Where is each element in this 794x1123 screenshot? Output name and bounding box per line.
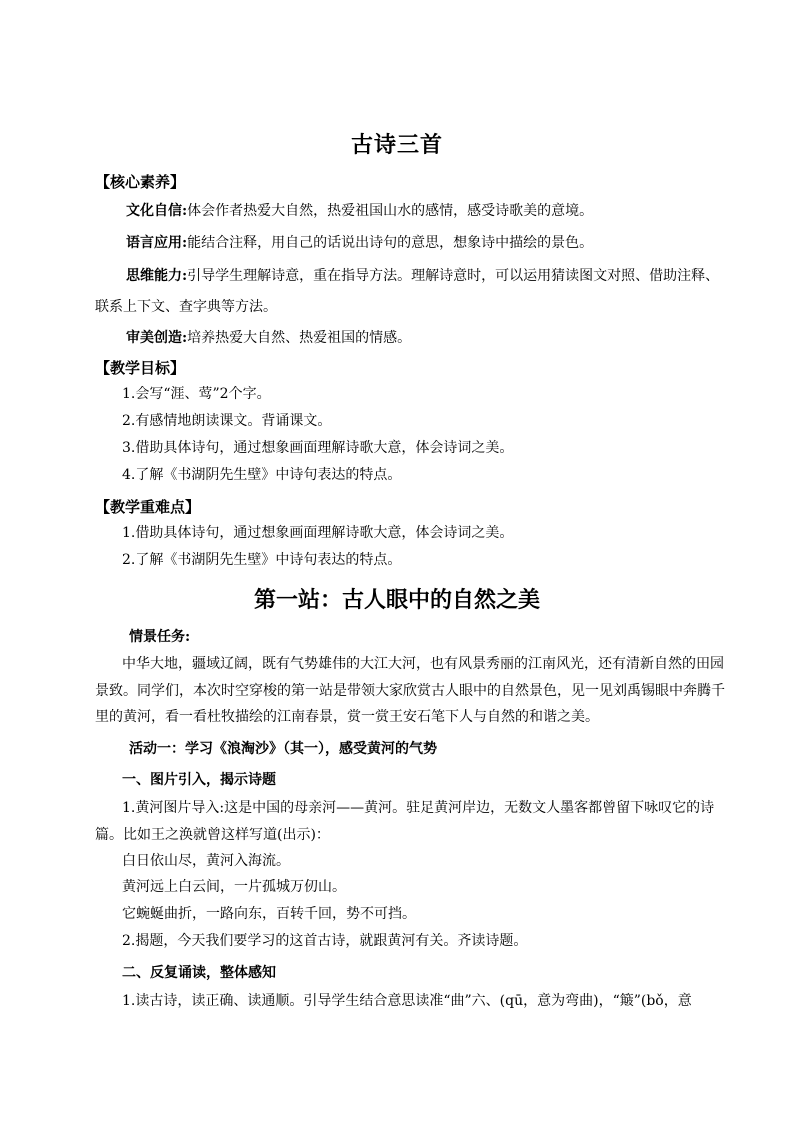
part1-line: 2.揭题，今天我们要学习的这首古诗，就跟黄河有关。齐读诗题。 (122, 933, 528, 949)
aesthetic-line (126, 328, 411, 348)
thinking-text-1: 引导学生理解诗意，重在指导方法。理解诗意时，可以运用猜读图文对照、借助注释、 (187, 268, 720, 284)
culture-label: 文化自信: (126, 203, 188, 219)
language-line (126, 233, 593, 253)
aesthetic-label: 审美创造: (126, 330, 188, 346)
core-literacy-heading: 【核心素养】 (95, 173, 186, 191)
part1-heading: 一、图片引入，揭示诗题 (122, 772, 276, 788)
culture-line (126, 201, 593, 221)
part2-line: 1.读古诗，读正确、读通顺。引导学生结合意思读准“曲”六、(qū，意为弯曲)，“簸”(bǒ，意 (122, 993, 692, 1009)
goal-item: 1.会写“涯、莺”2个字。 (122, 386, 271, 402)
language-text: 能结合注释，用自己的话说出诗句的意思，想象诗中描绘的景色。 (187, 235, 594, 251)
goal-item: 3.借助具体诗句，通过想象画面理解诗歌大意，体会诗词之美。 (122, 440, 514, 456)
key-point-item: 1.借助具体诗句，通过想象画面理解诗歌大意，体会诗词之美。 (122, 525, 514, 541)
thinking-label: 思维能力: (126, 268, 188, 284)
thinking-line-1 (126, 266, 719, 286)
task-line: 里的黄河，看一看杜牧描绘的江南春景，赏一赏王安石笔下人与自然的和谐之美。 (95, 709, 599, 725)
culture-text: 体会作者热爱大自然，热爱祖国山水的感情，感受诗歌美的意境。 (187, 203, 594, 219)
teaching-goals-heading: 【教学目标】 (95, 359, 186, 377)
task-line: 中华大地，疆域辽阔，既有气势雄伟的大江大河，也有风景秀丽的江南风光，还有清新自然的田园 (122, 656, 724, 672)
poem-line: 黄河远上白云间，一片孤城万仞山。 (122, 879, 346, 895)
language-label: 语言应用: (126, 235, 188, 251)
station-title: 第一站：古人眼中的自然之美 (253, 587, 540, 613)
part1-line: 1.黄河图片导入:这是中国的母亲河——黄河。驻足黄河岸边，无数文人墨客都曾留下咏叹它的诗 (122, 800, 715, 816)
poem-line: 白日依山尽，黄河入海流。 (122, 853, 290, 869)
poem-line: 它蜿蜒曲折，一路向东，百转千回，势不可挡。 (122, 906, 416, 922)
key-point-item: 2.了解《书湖阴先生壁》中诗句表达的特点。 (122, 552, 402, 568)
key-points-heading: 【教学重难点】 (95, 498, 201, 516)
activity-heading: 活动一：学习《浪淘沙》（其一），感受黄河的气势 (129, 741, 437, 757)
thinking-line-2: 联系上下文、查字典等方法。 (95, 299, 277, 315)
goal-item: 4.了解《书湖阴先生壁》中诗句表达的特点。 (122, 467, 402, 483)
task-label: 情景任务: (129, 629, 191, 645)
part1-line: 篇。比如王之涣就曾这样写道(出示)： (95, 827, 330, 843)
page-title: 古诗三首 (350, 132, 443, 158)
part2-heading: 二、反复诵读，整体感知 (122, 965, 276, 981)
goal-item: 2.有感情地朗读课文。背诵课文。 (122, 413, 332, 429)
task-line: 景致。同学们，本次时空穿梭的第一站是带领大家欣赏古人眼中的自然景色，见一见刘禹锡眼中奔腾千 (95, 683, 725, 699)
aesthetic-text: 培养热爱大自然、热爱祖国的情感。 (187, 330, 412, 346)
